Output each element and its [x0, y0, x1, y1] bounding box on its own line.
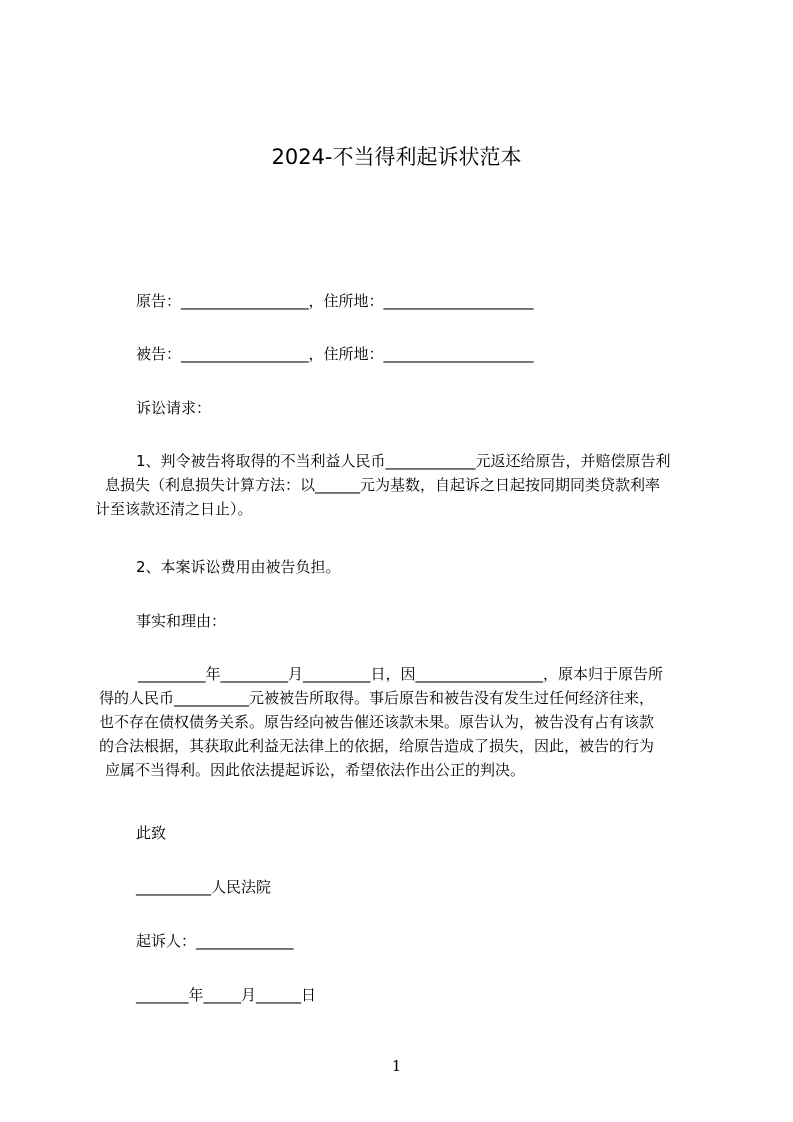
facts-line: 应属不当得利。因此依法提起诉讼，希望依法作出公正的判决。 [105, 761, 526, 779]
closing-salutation: 此致 [136, 824, 167, 842]
claim-1-paragraph [94, 449, 708, 521]
plaintiff-line: 原告：_________________，住所地：____________________ [136, 292, 534, 310]
facts-line: 的合法根据，其获取此利益无法律上的依据，给原告造成了损失，因此，被告的行为 [99, 737, 655, 755]
facts-paragraph [94, 662, 708, 782]
court-name: __________人民法院 [136, 878, 272, 896]
facts-line: 得的人民币__________元被被告所取得。事后原告和被告没有发生过任何经济往来， [99, 689, 655, 707]
claim-1-line: 1、判令被告将取得的不当利益人民币____________元返还给原告，并赔偿原告利 [136, 452, 671, 470]
claims-heading: 诉讼请求： [136, 399, 212, 417]
document-title: 2024-不当得利起诉状范本 [271, 145, 522, 169]
claim-1-line: 息损失（利息损失计算方法：以______元为基数，自起诉之日起按同期同类贷款利率 [105, 476, 661, 494]
facts-line: _________年_________月_________日，因_________________，原本归于原告所 [138, 665, 664, 683]
claim-1-line: 计至该款还清之日止）。 [95, 500, 253, 518]
facts-heading: 事实和理由： [136, 612, 227, 630]
page-number: 1 [391, 1057, 402, 1075]
date-line: _______年_____月______日 [136, 986, 317, 1004]
plaintiff-signature: 起诉人：_____________ [136, 932, 294, 950]
defendant-line: 被告：_________________，住所地：____________________ [136, 345, 534, 363]
claim-2: 2、本案诉讼费用由被告负担。 [136, 558, 341, 576]
facts-line: 也不存在债权债务关系。原告经向被告催还该款未果。原告认为，被告没有占有该款 [99, 713, 655, 731]
